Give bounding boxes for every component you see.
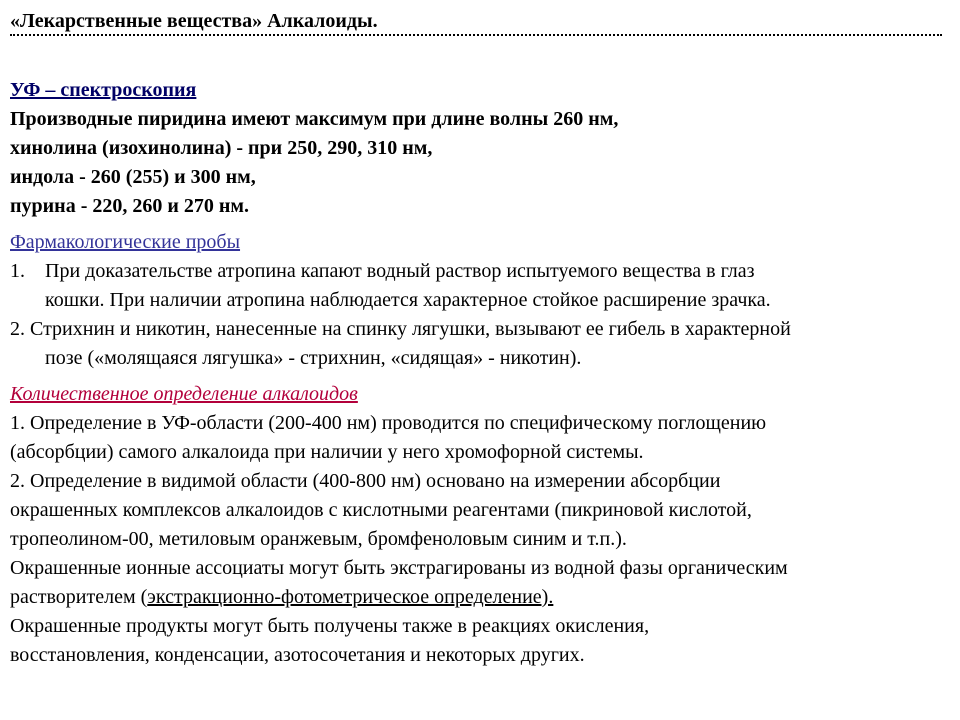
extraction-photometric-term: экстракционно-фотометрическое определение).	[147, 586, 554, 608]
uv-line-pyridine: Производные пиридина имеют максимум при длине волны 260 нм,	[10, 108, 619, 130]
pharm-heading: Фармакологические пробы	[10, 231, 241, 253]
uv-heading: УФ – спектроскопия	[10, 79, 197, 101]
solvent-prefix: растворителем (	[10, 586, 148, 608]
quant-line-visible-1: 2. Определение в видимой области (400-800 нм) основано на измерении абсорбции	[10, 470, 721, 492]
pharm-item-1-text: При доказательстве атропина капают водный раствор испытуемого вещества в глаз	[45, 260, 755, 282]
uv-line-quinoline: хинолина (изохинолина) - при 250, 290, 310 нм,	[10, 137, 433, 159]
pharm-item-1-number: 1.	[10, 260, 25, 282]
quant-section	[10, 380, 952, 670]
uv-line-purine: пурина - 220, 260 и 270 нм.	[10, 195, 250, 217]
quant-line-products-1: Окрашенные продукты могут быть получены также в реакциях окисления,	[10, 615, 650, 637]
pharm-item-1	[10, 257, 952, 286]
quant-line-ion-assoc: Окрашенные ионные ассоциаты могут быть экстрагированы из водной фазы органическим	[10, 557, 788, 579]
quant-line-uv-2: (абсорбции) самого алкалоида при наличии у него хромофорной системы.	[10, 441, 644, 463]
slide-content	[10, 76, 952, 670]
quant-line-products-2: восстановления, конденсации, азотосочетания и некоторых других.	[10, 644, 585, 666]
quant-line-solvent	[10, 583, 952, 612]
quant-line-uv-1: 1. Определение в УФ-области (200-400 нм) проводится по специфическому поглощению	[10, 412, 767, 434]
quant-line-visible-3: тропеолином-00, метиловым оранжевым, бромфеноловым синим и т.п.).	[10, 528, 627, 550]
uv-section	[10, 76, 952, 221]
title-dotted-divider	[10, 34, 942, 36]
quant-heading: Количественное определение алкалоидов	[10, 383, 358, 405]
pharm-section	[10, 228, 952, 373]
quant-line-visible-2: окрашенных комплексов алкалоидов с кислотными реагентами (пикриновой кислотой,	[10, 499, 752, 521]
pharm-item-2-continuation: позе («молящаяся лягушка» - стрихнин, «сидящая» - никотин).	[45, 347, 582, 369]
pharm-item-1-continuation: кошки. При наличии атропина наблюдается характерное стойкое расширение зрачка.	[45, 289, 771, 311]
slide-title: «Лекарственные вещества» Алкалоиды.	[10, 10, 378, 32]
uv-line-indole: индола - 260 (255) и 300 нм,	[10, 166, 256, 188]
pharm-item-2: 2. Стрихнин и никотин, нанесенные на спинку лягушки, вызывают ее гибель в характерной	[10, 318, 791, 340]
